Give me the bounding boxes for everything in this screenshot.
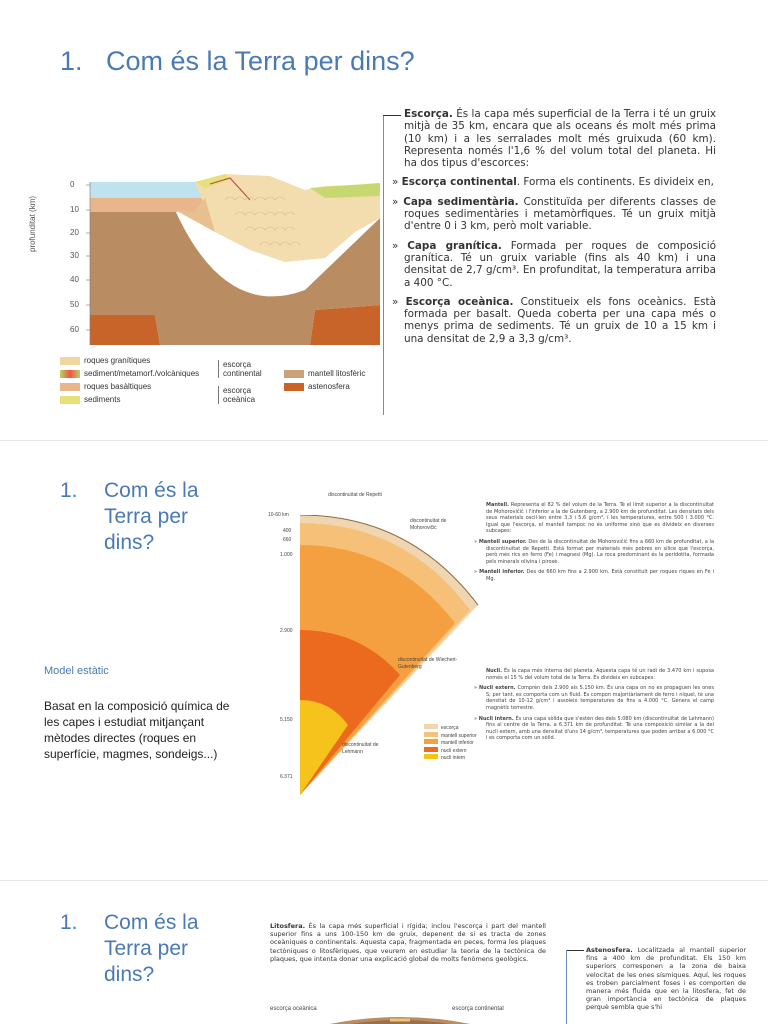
crust-text-block: Escorça. És la capa més superficial de la Terra i té un gruix mitjà de 35 km, encara que als oceans és molt més prima (10 km) i a les serralades molt més gruixuda (60 km). Representa només l'1,6 % del volum total del planeta. Hi ha dos tipus d'escorces: » Escorça continental. Forma els continents. Es divideix en, » Capa sedimentària. Constituïda per diferents classes de roques sedimentàries i metamòrfiques. Té un gruix mitjà d'entre 0 i 3 km, però molt variable. » Capa granítica. Formada per roques de composició granítica. Té un gruix variable (fins als 40 km) i una densitat de 2,7 g/cm³. En profunditat, la temperatura arriba a 400 °C. » Escorça oceànica. Constitueix els fons oceànics. Està formada per basalt. Queda coberta per una capa més o menys prima de sediments. Té un gruix de 10 a 15 km i una densitat de 2,9 a 3,3 g/cm³. — [392, 108, 716, 345]
legend-item: mantell superior — [424, 732, 477, 740]
model-label: Model estàtic — [44, 665, 109, 677]
layers-legend — [424, 724, 477, 762]
y-tick-50: 50 — [70, 300, 79, 309]
asthenosphere-text: Astenosfera. Localitzada al mantell superior fins a 400 km de profunditat. Els 150 km superiors corresponen a la zona de baixa velocitat de les ones sísmiques. Aquí, les roques es troben parcialment foses i es comporten de manera més fluida que en la litosfera, fet de gran importància en tectònica de plaques perquè sembla que s'hi — [586, 946, 746, 1012]
discontinuity-gutenberg: discontinuïtat de Wiechert-Gutenberg — [398, 657, 458, 670]
legend-item: nucli extern — [424, 747, 477, 755]
lithosphere-figure — [300, 1012, 500, 1024]
connector-line-h — [383, 115, 401, 116]
slide-2-title: 1. Com és la Terra per dins? — [60, 479, 199, 554]
legend-asthenosphere: astenosfera — [284, 382, 350, 391]
slide-3 — [0, 900, 768, 1024]
legend-sediments: sediments — [60, 395, 120, 404]
lithosphere-text: Litosfera. És la capa més superficial i rígida; inclou l'escorça i part del mantell superior fins a uns 100-150 km de gruix, depenent de si es tracta de zones oceàniques o continentals. Aquesta capa, fragmentada en peces, forma les plaques tectòniques o litosfèriques, que veurem en estudiar la teoria de la tectònica de plaques, que intenta donar una explicació global de molts fenòmens geològics. — [270, 922, 546, 963]
y-tick-10: 10 — [70, 205, 79, 214]
label-oceanic-crust: escorça oceànica — [270, 1006, 317, 1012]
slide-1-title: 1. Com és la Terra per dins? — [60, 46, 415, 76]
legend-basalt: roques basàltiques — [60, 382, 151, 391]
legend-swatch — [60, 396, 80, 404]
legend-item: mantell inferior — [424, 739, 477, 747]
y-tick-20: 20 — [70, 228, 79, 237]
label-continental-crust: escorça continental — [452, 1006, 504, 1012]
y-tick-40: 40 — [70, 275, 79, 284]
group-oceanic: escorça oceànica — [218, 386, 275, 404]
connector-line — [383, 115, 384, 415]
mantle-text-block: Mantell. Representa el 82 % del volum de la Terra. Té el límit superior a la discontinuïtat de Mohorovičić i l'inferior a la de Gutenberg, a 2.900 km de profunditat. Les densitats dels seus materials oscil·len entre 3,3 i 5,6 g/cm³, i les temperatures, entre 500 i 3.000 °C. Igual que l'escorça, el mantell tampoc no és uniforme sinó que es divideix en diverses subcapes: » Mantell superior. Des de la discontinuïtat de Mohorovičić fins a 660 km de profunditat, a la discontinuïtat de Repetti. Està format per materials més pobres en silice que l'escorça, però més rics en ferro (Fe) i magnesi (Mg). La roca predominant és la peridotita, formada pels minerals olivina i piroxè. » Mantell inferior. Des de 660 km fins a 2.900 km. Està constituït per roques riques en Fe i Mg. — [474, 502, 715, 582]
discontinuity-repetti: discontinuïtat de Repetti — [328, 492, 382, 498]
depth-label: 2.900 — [280, 628, 293, 634]
legend-swatch — [60, 370, 80, 378]
y-axis-label: profunditat (km) — [28, 195, 37, 252]
depth-label: 660 — [283, 537, 292, 543]
legend-item: escorça — [424, 724, 477, 732]
legend-granite: roques granítiques — [60, 356, 150, 365]
discontinuity-mohorovicic: discontinuïtat de Mohorovičić — [410, 518, 447, 531]
slide-separator — [0, 880, 768, 881]
y-tick-30: 30 — [70, 251, 79, 260]
asthenosphere-connector — [566, 950, 584, 951]
model-body: Basat en la composició química de les capes i estudiat mitjançant mètodes directes (roques en superfície, magmes, sondeigs...) — [44, 699, 230, 761]
legend-sediment-metamorf: sediment/metamorf./volcàniques — [60, 369, 199, 378]
slide-3-title: 1. Com és la Terra per dins? — [60, 911, 199, 986]
depth-label: 10-60 km — [268, 512, 289, 518]
slide-separator — [0, 440, 768, 441]
slide-1 — [0, 0, 768, 425]
asthenosphere-connector-v — [566, 950, 567, 1024]
depth-label: 400 — [283, 528, 292, 534]
discontinuity-lehmann: discontinuïtat de Lehmann — [342, 742, 379, 755]
y-tick-60: 60 — [70, 325, 79, 334]
group-continental: escorça continental — [218, 360, 275, 378]
legend-swatch — [284, 370, 304, 378]
depth-label: 6.371 — [280, 774, 293, 780]
depth-label: 1.000 — [280, 552, 293, 558]
legend-swatch — [60, 383, 80, 391]
legend-item: nucli intern — [424, 754, 477, 762]
legend-swatch — [60, 357, 80, 365]
depth-label: 5.150 — [280, 717, 293, 723]
legend-mantle-litho: mantell litosfèric — [284, 369, 365, 378]
crust-cross-section-figure — [55, 170, 385, 345]
legend-swatch — [284, 383, 304, 391]
core-text-block: Nucli. És la capa més interna del planeta. Aquesta capa té un radi de 3.470 km i suposa només el 15 % del volum total de la Terra. Es divideix en subcapes: » Nucli extern. Comprèn dels 2.900 als 5.150 km. És una capa on no es propaguen les ones S; per tant, es comporta com un fluid. Es compon majoritàriament de ferro i níquel, té una densitat de 10-12 g/cm³ i assoleix temperatures de fins a 4.000 °C. Genera el camp magnètic terrestre. » Nucli intern. És una capa sòlida que s'estén des dels 5.080 km (discontinuïtat de Lehmann) fins al centre de la Terra, a 6.371 km de profunditat. Té una composició similar a la del nucli extern, amb una densitat d'uns 14 g/cm³, temperatures que poden arribar a 6.000 °C i es comporta com un sòlid. — [474, 668, 714, 742]
slide-2 — [0, 460, 768, 860]
y-tick-0: 0 — [70, 180, 75, 189]
